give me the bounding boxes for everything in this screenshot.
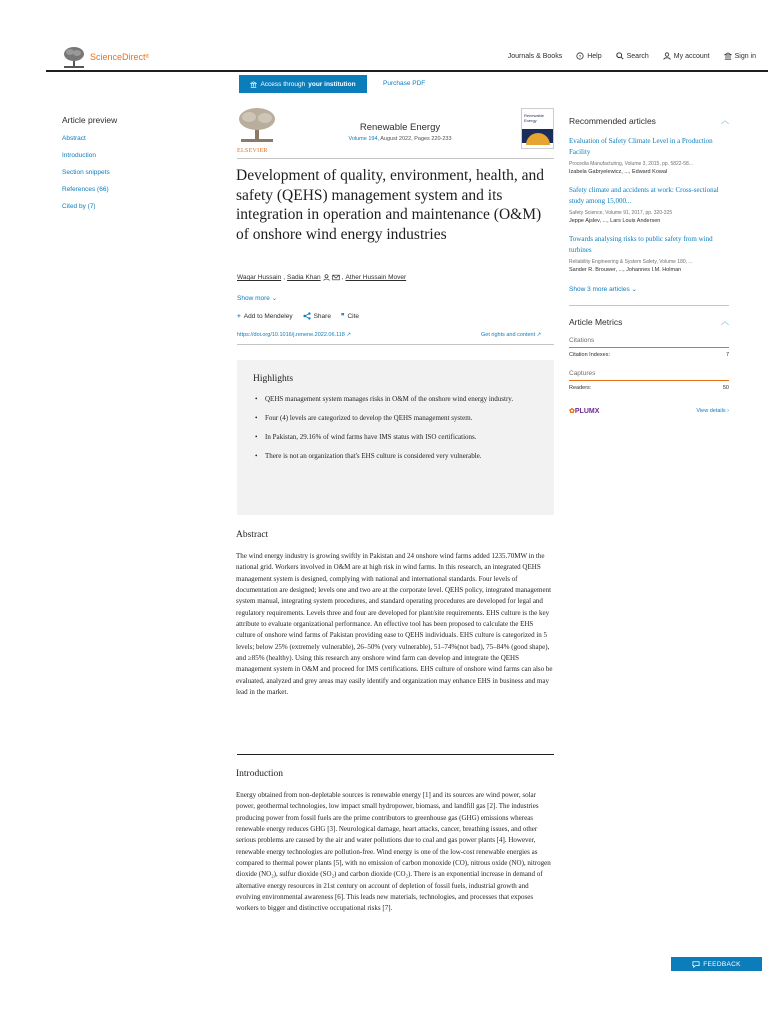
nav-my-account[interactable] — [663, 52, 710, 60]
journal-volume-info — [300, 136, 500, 142]
cite-button[interactable] — [341, 312, 359, 320]
readers-row — [569, 385, 729, 391]
feedback-button[interactable] — [671, 957, 762, 971]
cite-label: Cite — [347, 312, 360, 320]
show-more-label: Show more — [237, 295, 270, 302]
recommended-item[interactable] — [569, 234, 729, 273]
share-icon — [303, 312, 311, 320]
share-button[interactable] — [303, 312, 331, 320]
nav-account-label: My account — [673, 52, 710, 60]
author-2[interactable]: Sadia Khan — [287, 274, 321, 281]
institution-icon — [724, 52, 732, 60]
abstract-heading: Abstract — [236, 530, 269, 540]
help-icon — [576, 52, 584, 60]
rights-text: Get rights and content — [481, 332, 536, 338]
chevron-up-icon: ︿ — [721, 317, 729, 326]
captures-block — [569, 370, 729, 391]
recommended-articles — [569, 115, 729, 415]
author-1[interactable]: Waqar Hussain — [237, 274, 282, 281]
sciencedirect-logo[interactable] — [62, 46, 149, 68]
highlight-item: • QEHS management system manages risks in O&M of the onshore wind energy industry. — [253, 394, 538, 405]
rec-title[interactable]: Safety climate and accidents at work: Cross-sectional study among 15,000... — [569, 186, 719, 205]
rec-authors: Sander R. Brouwer, ..., Johannes I.M. Holman — [569, 267, 682, 273]
abstract-text: The wind energy industry is growing swiftly in Pakistan and 24 onshore wind farms added 1235.70MW in the national grid. Workers involved in O&M are at high risk in wind farms. In this research, an integrated QEHS management system is designed, complying with national and international standards. Four levels of documentation are designed; levels one and two are at the corporate level. QEHS policy, integrated management system manual, integrating system procedures, and standard operating procedures are developed for legal and regulatory requirements. Levels three and four are developed for plant/site requirements. EHS culture is the key attribute to evaluate organizational performance. An effective tool has been proposed to calculate the EHS culture of onshore wind farms of Pakistan providing ease to QEHS individuals. EHS culture is categorized in 5 levels; below 25% (extremely vulnerable), 26–50% (very vulnerable), 51–74%(not bad), 75–84% (good shape), and ≥85% (healthy). Using this research any onshore wind farm can develop and integrate the QEHS management system in O&M and proceed for IMS certifications. EHS culture of onshore wind farms can also be evaluated, analyzed and grey areas may easily identify and organization may enhance EHS in business and may lead in the market. — [236, 552, 553, 697]
nav-search-label: Search — [626, 52, 649, 60]
highlights-heading: Highlights — [253, 374, 294, 384]
plumx-mark-icon: ✿ — [569, 408, 575, 415]
rec-title[interactable]: Evaluation of Safety Climate Level in a Production Facility — [569, 137, 713, 156]
metrics-heading-label: Article Metrics — [569, 316, 623, 327]
rec-source: Safety Science, Volume 91, 2017, pp. 320-325 — [569, 210, 673, 216]
nav-sign-in[interactable] — [724, 52, 756, 60]
divider — [237, 754, 554, 755]
author-3[interactable]: Ather Hussain Mover — [345, 274, 407, 281]
rights-link[interactable] — [481, 332, 541, 338]
nav-journals-label: Journals & Books — [507, 52, 563, 60]
mendeley-label: Add to Mendeley — [243, 312, 293, 320]
search-icon — [616, 52, 624, 60]
elsevier-tree-icon — [62, 46, 86, 68]
chevron-down-icon: ⌄ — [631, 286, 637, 293]
nav-link-references[interactable]: References (66) — [62, 186, 109, 193]
nav-link-abstract[interactable]: Abstract — [62, 135, 86, 142]
recommended-heading-label: Recommended articles — [569, 115, 656, 126]
plumx-label: PLUMX — [574, 408, 600, 415]
plumx-row — [569, 407, 729, 415]
elsevier-tree-icon — [237, 107, 277, 143]
introduction-heading: Introduction — [236, 769, 283, 779]
share-label: Share — [313, 312, 331, 320]
svg-text:?: ? — [578, 54, 582, 60]
citation-indexes-row — [569, 352, 729, 358]
access-prefix: Access through — [260, 80, 306, 88]
chat-bubble-icon — [692, 961, 700, 968]
show-more-articles-label: Show 3 more articles — [569, 286, 630, 293]
cover-title: Renewable Energy — [524, 113, 545, 123]
doi-link[interactable] — [237, 332, 351, 338]
chevron-right-icon: › — [727, 408, 729, 414]
access-bold: your institution — [308, 80, 356, 88]
highlights-box — [237, 360, 554, 515]
plus-icon: + — [237, 312, 241, 320]
metric-bar — [569, 347, 729, 348]
account-icon — [663, 52, 671, 60]
rec-authors: Jeppe Ajslev, ..., Lars Louis Andersen — [569, 218, 661, 224]
nav-help-label: Help — [587, 52, 602, 60]
rec-source: Procedia Manufacturing, Volume 3, 2015, pp. 5822-58... — [569, 161, 693, 167]
nav-link-section-snippets[interactable]: Section snippets — [62, 169, 110, 176]
brand-name: ScienceDirect — [90, 52, 146, 62]
recommended-item[interactable] — [569, 136, 729, 175]
external-link-icon: ↗ — [536, 332, 542, 338]
recommended-heading[interactable] — [569, 115, 729, 126]
access-through-institution-button[interactable] — [239, 75, 367, 93]
view-details-label: View details — [696, 408, 726, 414]
highlight-item: • There is not an organization that's EHS culture is considered very vulnerable. — [253, 451, 538, 462]
article-preview-nav — [62, 115, 117, 220]
purchase-pdf-link[interactable]: Purchase PDF — [383, 80, 426, 87]
feedback-label: FEEDBACK — [703, 960, 741, 968]
external-link-icon: ↗ — [346, 332, 351, 338]
article-title: Development of quality, environment, health, and safety (QEHS) management system and its integration in operation and maintenance (O&M) of onshore wind energy industries — [236, 167, 545, 243]
rec-title[interactable]: Towards analysing risks to public safety from wind turbines — [569, 235, 713, 254]
doi-text: https://doi.org/10.1016/j.renene.2022.06.118 — [237, 332, 345, 338]
volume-rest: , August 2022, Pages 220-233 — [377, 136, 452, 142]
chevron-down-icon: ⌄ — [271, 295, 278, 302]
nav-journals-books[interactable] — [508, 52, 562, 60]
plumx-logo[interactable] — [569, 407, 599, 415]
add-to-mendeley-button[interactable] — [237, 312, 293, 320]
introduction-text: Energy obtained from non-depletable sources is renewable energy [1] and its sources are wind power, solar power, geothermal technologies, low impact small hydropower, biomass, and landfill gas [2]. The industries producing power from fossil fuels are the prime contributors to greenhouse gas (GHG) emissions whereas renewable energy reduces GHG [3]. Neurological damage, heart attacks, cancer, breathing issues, and other serious problems are caused by the air and water pollutions due to coal and gas power plants [4]. However, renewable energy technologies are pollution-free. Wind energy is one of the low-cost renewable energies as compared to thermal power plants [5], with no emission of carbon monoxide (CO), nitrous oxide (NO), nitrogen dioxide (NO₂), sulfur dioxide (SO₂) and carbon dioxide (CO₂). There is an exponential increase in demand of alternative energy resources in 21st century on account of depletion of fossil fuels, industrial growth and evolving environmental awareness [6]. This leads new materials, technologies, and processes that exposes workers to bigger and distinctive occupational risks [7]. — [236, 791, 551, 913]
site-header — [46, 42, 768, 72]
citations-block — [569, 337, 729, 358]
nav-link-introduction[interactable]: Introduction — [62, 152, 96, 159]
author-separator: , — [341, 274, 344, 281]
readers-label: Readers: — [569, 385, 592, 391]
volume-link[interactable]: Volume 194 — [348, 136, 378, 142]
captures-label: Captures — [569, 370, 596, 377]
nav-link-cited-by[interactable]: Cited by (7) — [62, 203, 96, 210]
nav-search[interactable] — [616, 52, 649, 60]
citation-indexes-label: Citation Indexes: — [569, 352, 610, 358]
citations-label: Citations — [569, 337, 595, 344]
article-metrics-heading[interactable] — [569, 316, 729, 327]
show-more-authors-button[interactable] — [237, 294, 277, 302]
highlight-item: • In Pakistan, 29.16% of wind farms have IMS status with ISO certifications. — [253, 432, 538, 443]
author-list — [237, 274, 406, 281]
rec-authors: Izabela Gabryelewicz, ..., Edward Kowal — [569, 169, 668, 175]
view-details-link[interactable] — [696, 408, 729, 414]
quote-icon: ❞ — [340, 313, 345, 320]
nav-help[interactable] — [576, 52, 601, 60]
top-nav — [508, 52, 756, 60]
elsevier-wordmark: ELSEVIER — [237, 148, 268, 154]
article-preview-heading: Article preview — [62, 115, 118, 125]
author-separator: , — [283, 274, 286, 281]
chevron-up-icon: ︿ — [721, 116, 729, 125]
person-icon — [323, 274, 330, 281]
institution-icon — [250, 81, 257, 88]
readers-value: 50 — [722, 385, 729, 391]
elsevier-logo[interactable] — [237, 107, 277, 154]
email-icon[interactable] — [332, 274, 340, 281]
show-more-articles-button[interactable] — [569, 285, 729, 293]
brand-registered-mark: ® — [145, 54, 150, 60]
citation-indexes-value: 7 — [725, 352, 729, 358]
metric-bar — [569, 380, 729, 381]
divider — [569, 305, 729, 306]
journal-name[interactable]: Renewable Energy — [359, 122, 441, 133]
rec-source: Reliability Engineering & System Safety, Volume 180, ... — [569, 259, 693, 265]
highlight-item: • Four (4) levels are categorized to develop the QEHS management system. — [253, 413, 538, 424]
nav-signin-label: Sign in — [734, 52, 756, 60]
divider — [237, 344, 554, 345]
journal-cover-thumbnail[interactable] — [521, 108, 554, 149]
article-tools — [237, 312, 359, 320]
recommended-item[interactable] — [569, 185, 729, 224]
divider — [237, 158, 554, 159]
